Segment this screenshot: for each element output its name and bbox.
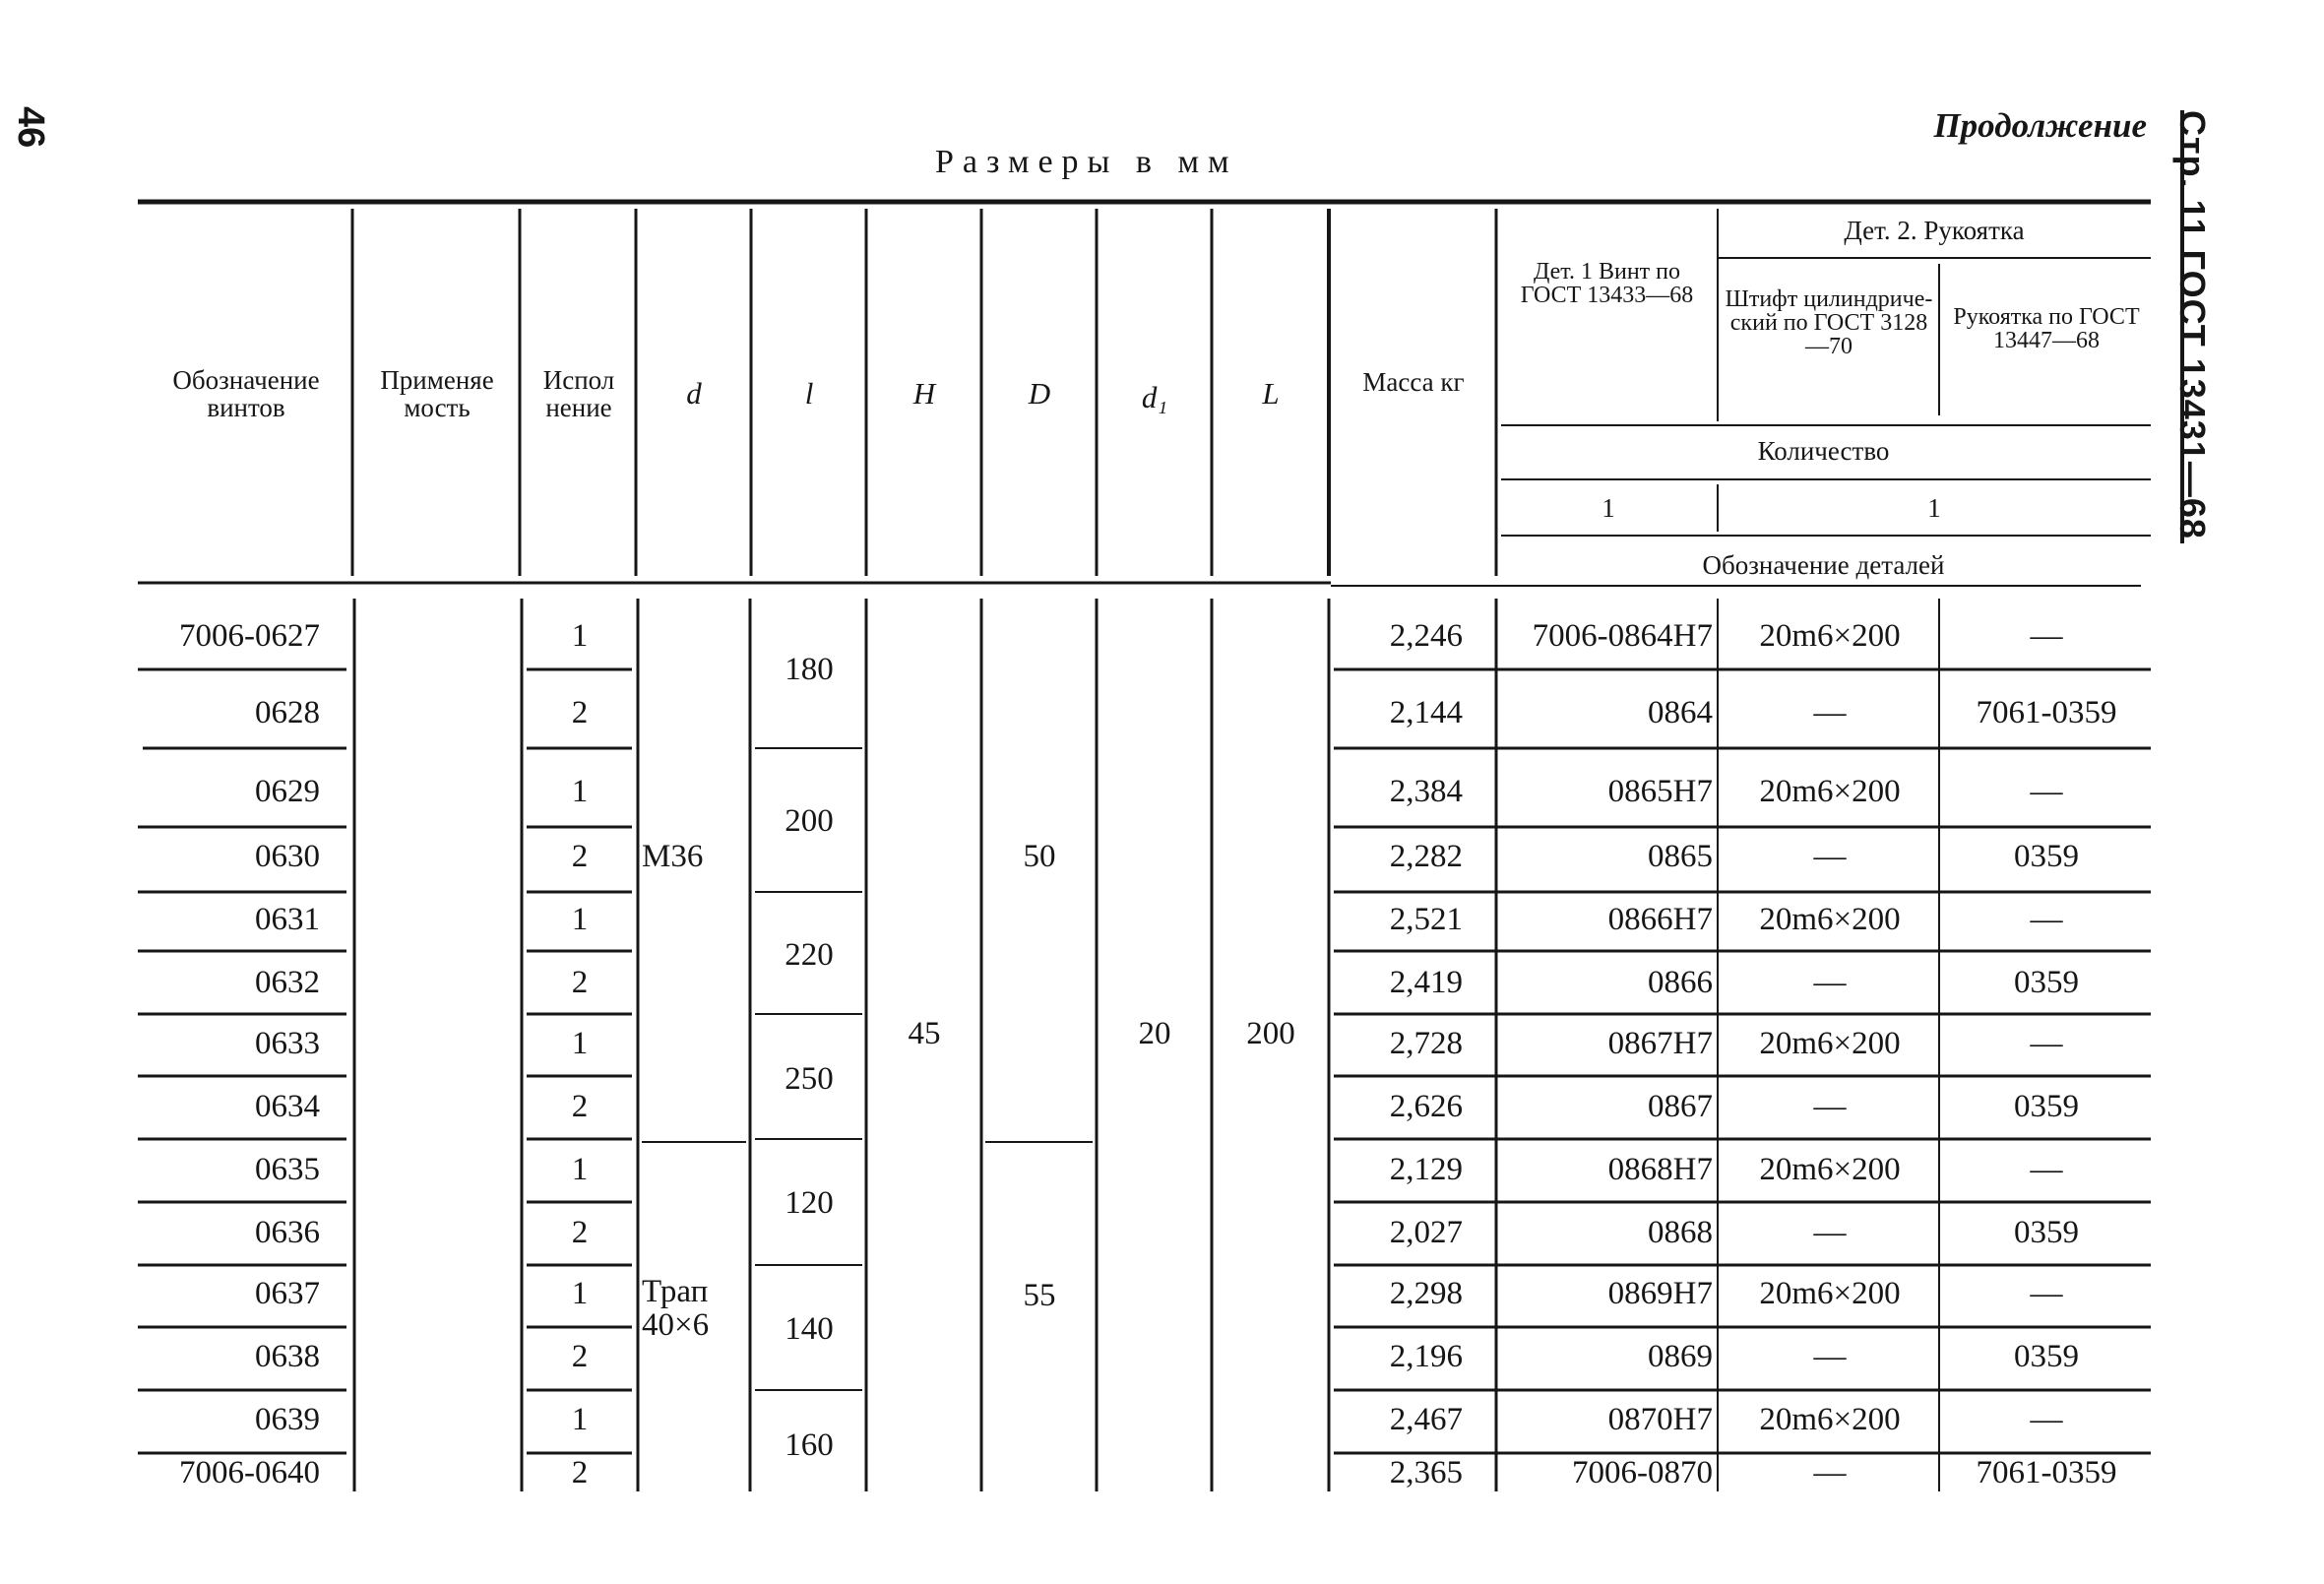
cell-handle: 7061-0359 [1976,695,2117,730]
cell-mass: 2,298 [1389,1276,1463,1311]
cell-execution: 2 [571,965,589,1000]
cell-handle: 0359 [2014,965,2079,1000]
cell-designation: 0636 [255,1215,320,1250]
header-applicability: Применяе мость [380,365,494,422]
cell-mass: 2,419 [1389,965,1463,1000]
cell-pin: — [1813,1339,1847,1374]
header-d: d [686,376,702,411]
continuation-label: Продолжение [1933,106,2147,145]
cell-l-250: 250 [785,1061,834,1097]
cell-mass: 2,196 [1389,1339,1463,1374]
cell-execution: 1 [571,618,589,654]
header-quantity: Количество [1757,436,1890,466]
cell-execution: 1 [571,1276,589,1311]
cell-execution: 2 [571,839,589,874]
header-designation: Обозначение винтов [172,365,320,422]
cell-pin: — [1813,1089,1847,1124]
side-header: Стр. 11 ГОСТ 13431—68 [2172,110,2213,539]
cell-execution: 1 [571,774,589,809]
cell-mass: 2,728 [1389,1026,1463,1061]
cell-mass: 2,246 [1389,618,1463,654]
cell-designation: 0635 [255,1152,320,1187]
cell-screw: 0865Н7 [1607,774,1713,809]
header-qty-det2: 1 [1927,493,1941,523]
cell-pin: — [1813,1215,1847,1250]
cell-designation: 7006-0627 [179,618,320,654]
cell-execution: 2 [571,1089,589,1124]
cell-l-220: 220 [785,937,834,973]
cell-screw: 0864 [1648,695,1713,730]
cell-screw: 7006-0870 [1572,1455,1713,1490]
cell-screw: 0867Н7 [1607,1026,1713,1061]
cell-D-50: 50 [1023,839,1056,874]
cell-mass: 2,521 [1389,902,1463,937]
cell-execution: 1 [571,902,589,937]
cell-screw: 0868Н7 [1607,1152,1713,1187]
cell-execution: 2 [571,1339,589,1374]
header-H: H [912,376,936,411]
cell-screw: 0869 [1648,1339,1713,1374]
cell-handle: 0359 [2014,1215,2079,1250]
header-det1: Дет. 1 Винт по ГОСТ 13433—68 [1520,259,1694,308]
cell-designation: 0632 [255,965,320,1000]
header-det2: Дет. 2. Рукоятка [1844,216,2025,245]
cell-designation: 0629 [255,774,320,809]
cell-d-trap: Трап 40×6 [642,1274,710,1343]
header-l: l [804,376,814,411]
cell-l-200: 200 [785,803,834,839]
cell-execution: 1 [571,1026,589,1061]
cell-handle: — [2030,902,2063,937]
cell-screw: 0868 [1648,1215,1713,1250]
cell-pin: 20m6×200 [1759,1402,1901,1437]
header-L: L [1262,376,1280,411]
header-handle: Рукоятка по ГОСТ 13447—68 [1953,304,2140,353]
header-execution: Испол нение [542,365,615,422]
cell-execution: 2 [571,1455,589,1490]
cell-designation: 0628 [255,695,320,730]
cell-execution: 2 [571,695,589,730]
cell-pin: 20m6×200 [1759,1152,1901,1187]
cell-designation: 0631 [255,902,320,937]
cell-handle: — [2030,618,2063,654]
cell-l-120: 120 [785,1185,834,1221]
sizes-caption: Размеры в мм [935,144,1238,180]
header-D: D [1028,376,1051,411]
cell-designation: 7006-0640 [179,1455,320,1490]
cell-mass: 2,027 [1389,1215,1463,1250]
cell-screw: 0866 [1648,965,1713,1000]
cell-handle: 7061-0359 [1976,1455,2117,1490]
cell-D-55: 55 [1023,1278,1056,1313]
cell-screw: 0870Н7 [1607,1402,1713,1437]
cell-screw: 0865 [1648,839,1713,874]
cell-designation: 0630 [255,839,320,874]
cell-mass: 2,467 [1389,1402,1463,1437]
header-pin: Штифт цилиндриче-ский по ГОСТ 3128—70 [1725,286,1933,359]
cell-pin: 20m6×200 [1759,774,1901,809]
header-qty-det1: 1 [1602,493,1615,523]
cell-pin: — [1813,1455,1847,1490]
cell-l-160: 160 [785,1427,834,1463]
cell-mass: 2,365 [1389,1455,1463,1490]
cell-mass: 2,384 [1389,774,1463,809]
cell-L: 200 [1246,1016,1295,1051]
cell-designation: 0637 [255,1276,320,1311]
cell-execution: 2 [571,1215,589,1250]
cell-pin: — [1813,965,1847,1000]
cell-pin: — [1813,695,1847,730]
cell-mass: 2,129 [1389,1152,1463,1187]
cell-designation: 0633 [255,1026,320,1061]
cell-handle: — [2030,774,2063,809]
cell-handle: — [2030,1276,2063,1311]
cell-screw: 0867 [1648,1089,1713,1124]
cell-handle: 0359 [2014,839,2079,874]
cell-execution: 1 [571,1152,589,1187]
cell-d-m36: М36 [642,839,704,874]
cell-designation: 0638 [255,1339,320,1374]
cell-mass: 2,144 [1389,695,1463,730]
cell-designation: 0634 [255,1089,320,1124]
page-number: 46 [10,106,51,149]
cell-l-180: 180 [785,652,834,687]
cell-screw: 7006-0864Н7 [1532,618,1713,654]
header-d1: d₁ [1141,380,1168,414]
cell-pin: 20m6×200 [1759,618,1901,654]
cell-pin: 20m6×200 [1759,902,1901,937]
cell-handle: — [2030,1152,2063,1187]
cell-handle: — [2030,1026,2063,1061]
cell-H: 45 [908,1016,941,1051]
cell-mass: 2,282 [1389,839,1463,874]
cell-screw: 0866Н7 [1607,902,1713,937]
cell-handle: 0359 [2014,1089,2079,1124]
cell-pin: 20m6×200 [1759,1276,1901,1311]
cell-handle: 0359 [2014,1339,2079,1374]
cell-handle: — [2030,1402,2063,1437]
cell-pin: 20m6×200 [1759,1026,1901,1061]
cell-screw: 0869Н7 [1607,1276,1713,1311]
cell-mass: 2,626 [1389,1089,1463,1124]
header-parts-designation: Обозначение деталей [1702,550,1945,580]
cell-pin: — [1813,839,1847,874]
cell-execution: 1 [571,1402,589,1437]
cell-designation: 0639 [255,1402,320,1437]
cell-d1: 20 [1138,1016,1171,1051]
cell-l-140: 140 [785,1311,834,1347]
header-mass: Масса кг [1362,367,1465,397]
